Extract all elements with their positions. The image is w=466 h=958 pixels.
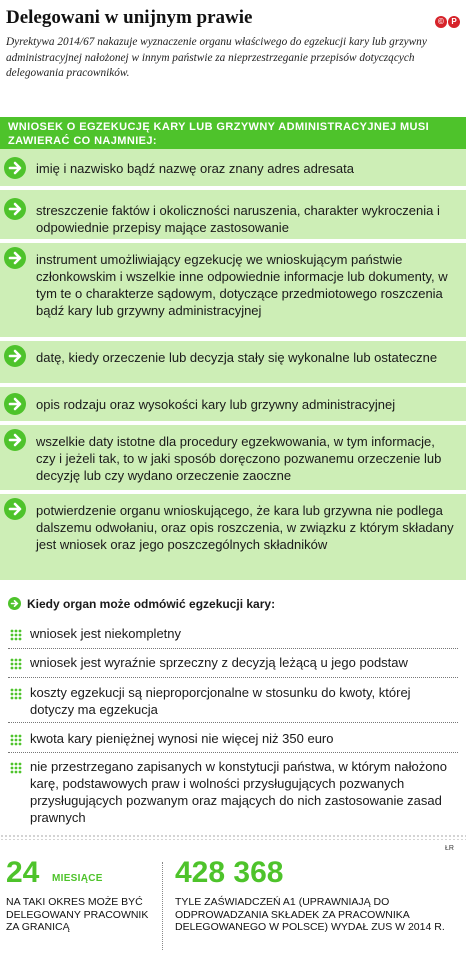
- stat-months-unit: MIESIĄCE: [52, 873, 103, 884]
- divider: [0, 186, 466, 190]
- dots-bullet-icon: [10, 658, 22, 670]
- list-item-text: instrument umożliwiający egzekucję we wnioskującym państwie członkowskim i wszelkie inne odpowiednie informacje lub dokumenty, w tym te o charakterze sądowym, dotyczące przedmiotowego roszczenia bądź kary lub grzywny administracyjnej: [36, 252, 448, 318]
- article-header: [6, 6, 460, 82]
- divider: [0, 490, 466, 494]
- list-item-text: wszelkie daty istotne dla procedury egzekwowania, w tym informacje, czy i jeżeli tak, to w jaki sposób doręczono pozwanemu orzeczenie lub decyzję lub czy wydano orzeczenie zaoczne: [36, 434, 442, 483]
- dots-bullet-icon: [10, 629, 22, 641]
- list-item-text: opis rodzaju oraz wysokości kary lub grzywny administracyjnej: [36, 397, 396, 412]
- divider: [8, 722, 458, 723]
- stat-months-value: 24: [6, 856, 40, 889]
- requirements-panel: [0, 117, 466, 580]
- stat-a1-description: TYLE ZAŚWIADCZEŃ A1 (UPRAWNIAJĄ DO ODPROWADZANIA SKŁADEK ZA PRACOWNIKA DELEGOWANEGO W POLSCE) WYDAŁ ZUS W 2014 R.: [175, 896, 445, 933]
- arrow-right-icon: [8, 597, 21, 610]
- list-item-text: streszczenie faktów i okoliczności naruszenia, charakter wykroczenia i odpowiednie przepisy mające zastosowanie: [36, 203, 440, 235]
- arrow-right-icon: [4, 157, 26, 179]
- divider: [0, 421, 466, 425]
- list-item-text: imię i nazwisko bądź nazwę oraz znany adres adresata: [36, 161, 354, 176]
- requirements-heading: WNIOSEK O EGZEKUCJĘ KARY LUB GRZYWNY ADMINISTRACYJNEJ MUSI ZAWIERAĆ CO NAJMNIEJ:: [0, 117, 466, 149]
- list-item-text: nie przestrzegano zapisanych w konstytucji państwa, w którym nałożono karę, podstawowych praw i wolności przysługujących pozwanych przysługujących pozwanym oraz mających do nich zastosowanie zasad prawnych: [30, 759, 447, 825]
- divider: [0, 337, 466, 341]
- list-item-text: potwierdzenie organu wnioskującego, że kara lub grzywna nie podlega dalszemu odwołaniu, oraz opis roszczenia, w związku z którym składany jest wniosek oraz jego poszczególnych składników: [36, 503, 454, 552]
- divider: [8, 677, 458, 678]
- arrow-right-icon: [4, 247, 26, 269]
- stat-months-description: NA TAKI OKRES MOŻE BYĆ DELEGOWANY PRACOWNIK ZA GRANICĄ: [6, 896, 149, 933]
- divider: [0, 239, 466, 243]
- list-item-text: wniosek jest wyraźnie sprzeczny z decyzją leżącą u jego podstaw: [30, 655, 408, 670]
- arrow-right-icon: [4, 345, 26, 367]
- dots-bullet-icon: [10, 734, 22, 746]
- arrow-right-icon: [4, 198, 26, 220]
- article-title: Delegowani w unijnym prawie: [6, 7, 253, 28]
- author-credit: ŁR: [445, 845, 454, 852]
- list-item-text: kwota kary pieniężnej wynosi nie więcej niż 350 euro: [30, 731, 334, 746]
- stat-a1-value: 428 368: [175, 856, 284, 889]
- list-item-text: koszty egzekucji są nieproporcjonalne w stosunku do kwoty, której dotyczy ma egzekucja: [30, 685, 411, 717]
- arrow-right-icon: [4, 498, 26, 520]
- vertical-divider: [162, 862, 163, 950]
- arrow-right-icon: [4, 429, 26, 451]
- list-item-text: datę, kiedy orzeczenie lub decyzja stały się wykonalne lub ostateczne: [36, 350, 438, 365]
- divider: [8, 752, 458, 753]
- copyright-logo-icon: © P: [434, 11, 460, 25]
- refusal-heading: [8, 597, 275, 611]
- dotted-divider: [0, 834, 466, 840]
- refusal-heading-text: Kiedy organ może odmówić egzekucji kary:: [27, 597, 276, 611]
- dots-bullet-icon: [10, 762, 22, 774]
- list-item-text: wniosek jest niekompletny: [30, 626, 182, 641]
- divider: [0, 383, 466, 387]
- dots-bullet-icon: [10, 688, 22, 700]
- lead-paragraph: Dyrektywa 2014/67 nakazuje wyznaczenie organu właściwego do egzekucji kary lub grzywny administracyjnej nałożonej w innym państwie za nieprzestrzeganie przepisów dotyczących delegowania pracowników.: [6, 36, 427, 79]
- divider: [8, 648, 458, 649]
- arrow-right-icon: [4, 393, 26, 415]
